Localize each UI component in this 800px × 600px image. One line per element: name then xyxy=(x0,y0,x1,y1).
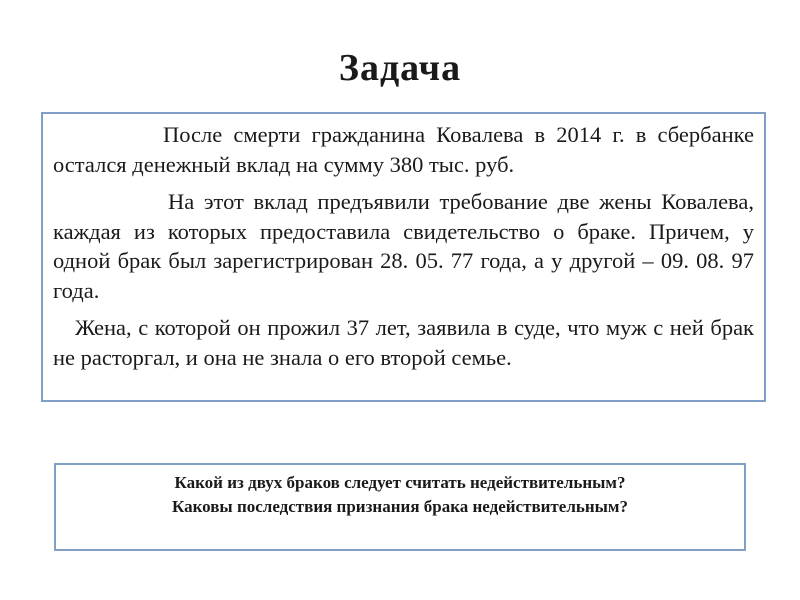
question-1: Какой из двух браков следует считать недействительным? xyxy=(174,473,626,492)
question-2: Каковы последствия признания брака недействительным? xyxy=(171,497,629,516)
task-paragraph-1: После смерти гражданина Ковалева в 2014 г. в сбербанке остался денежный вклад на сумму 380 тыс. руб. xyxy=(53,122,754,177)
slide-title: Задача xyxy=(338,47,462,89)
task-paragraph-2: На этот вклад предъявили требование две жены Ковалева, каждая из которых предоставила свидетельство о браке. Причем, у одной брак был зарегистрирован 28. 05. 77 года, а у другой – 09. 08. 97 года. xyxy=(53,189,754,303)
questions-box xyxy=(54,463,746,551)
task-text-box xyxy=(41,112,766,402)
task-paragraph-3: Жена, с которой он прожил 37 лет, заявила в суде, что муж с ней брак не расторгал, и она не знала о его второй семье. xyxy=(53,315,754,370)
